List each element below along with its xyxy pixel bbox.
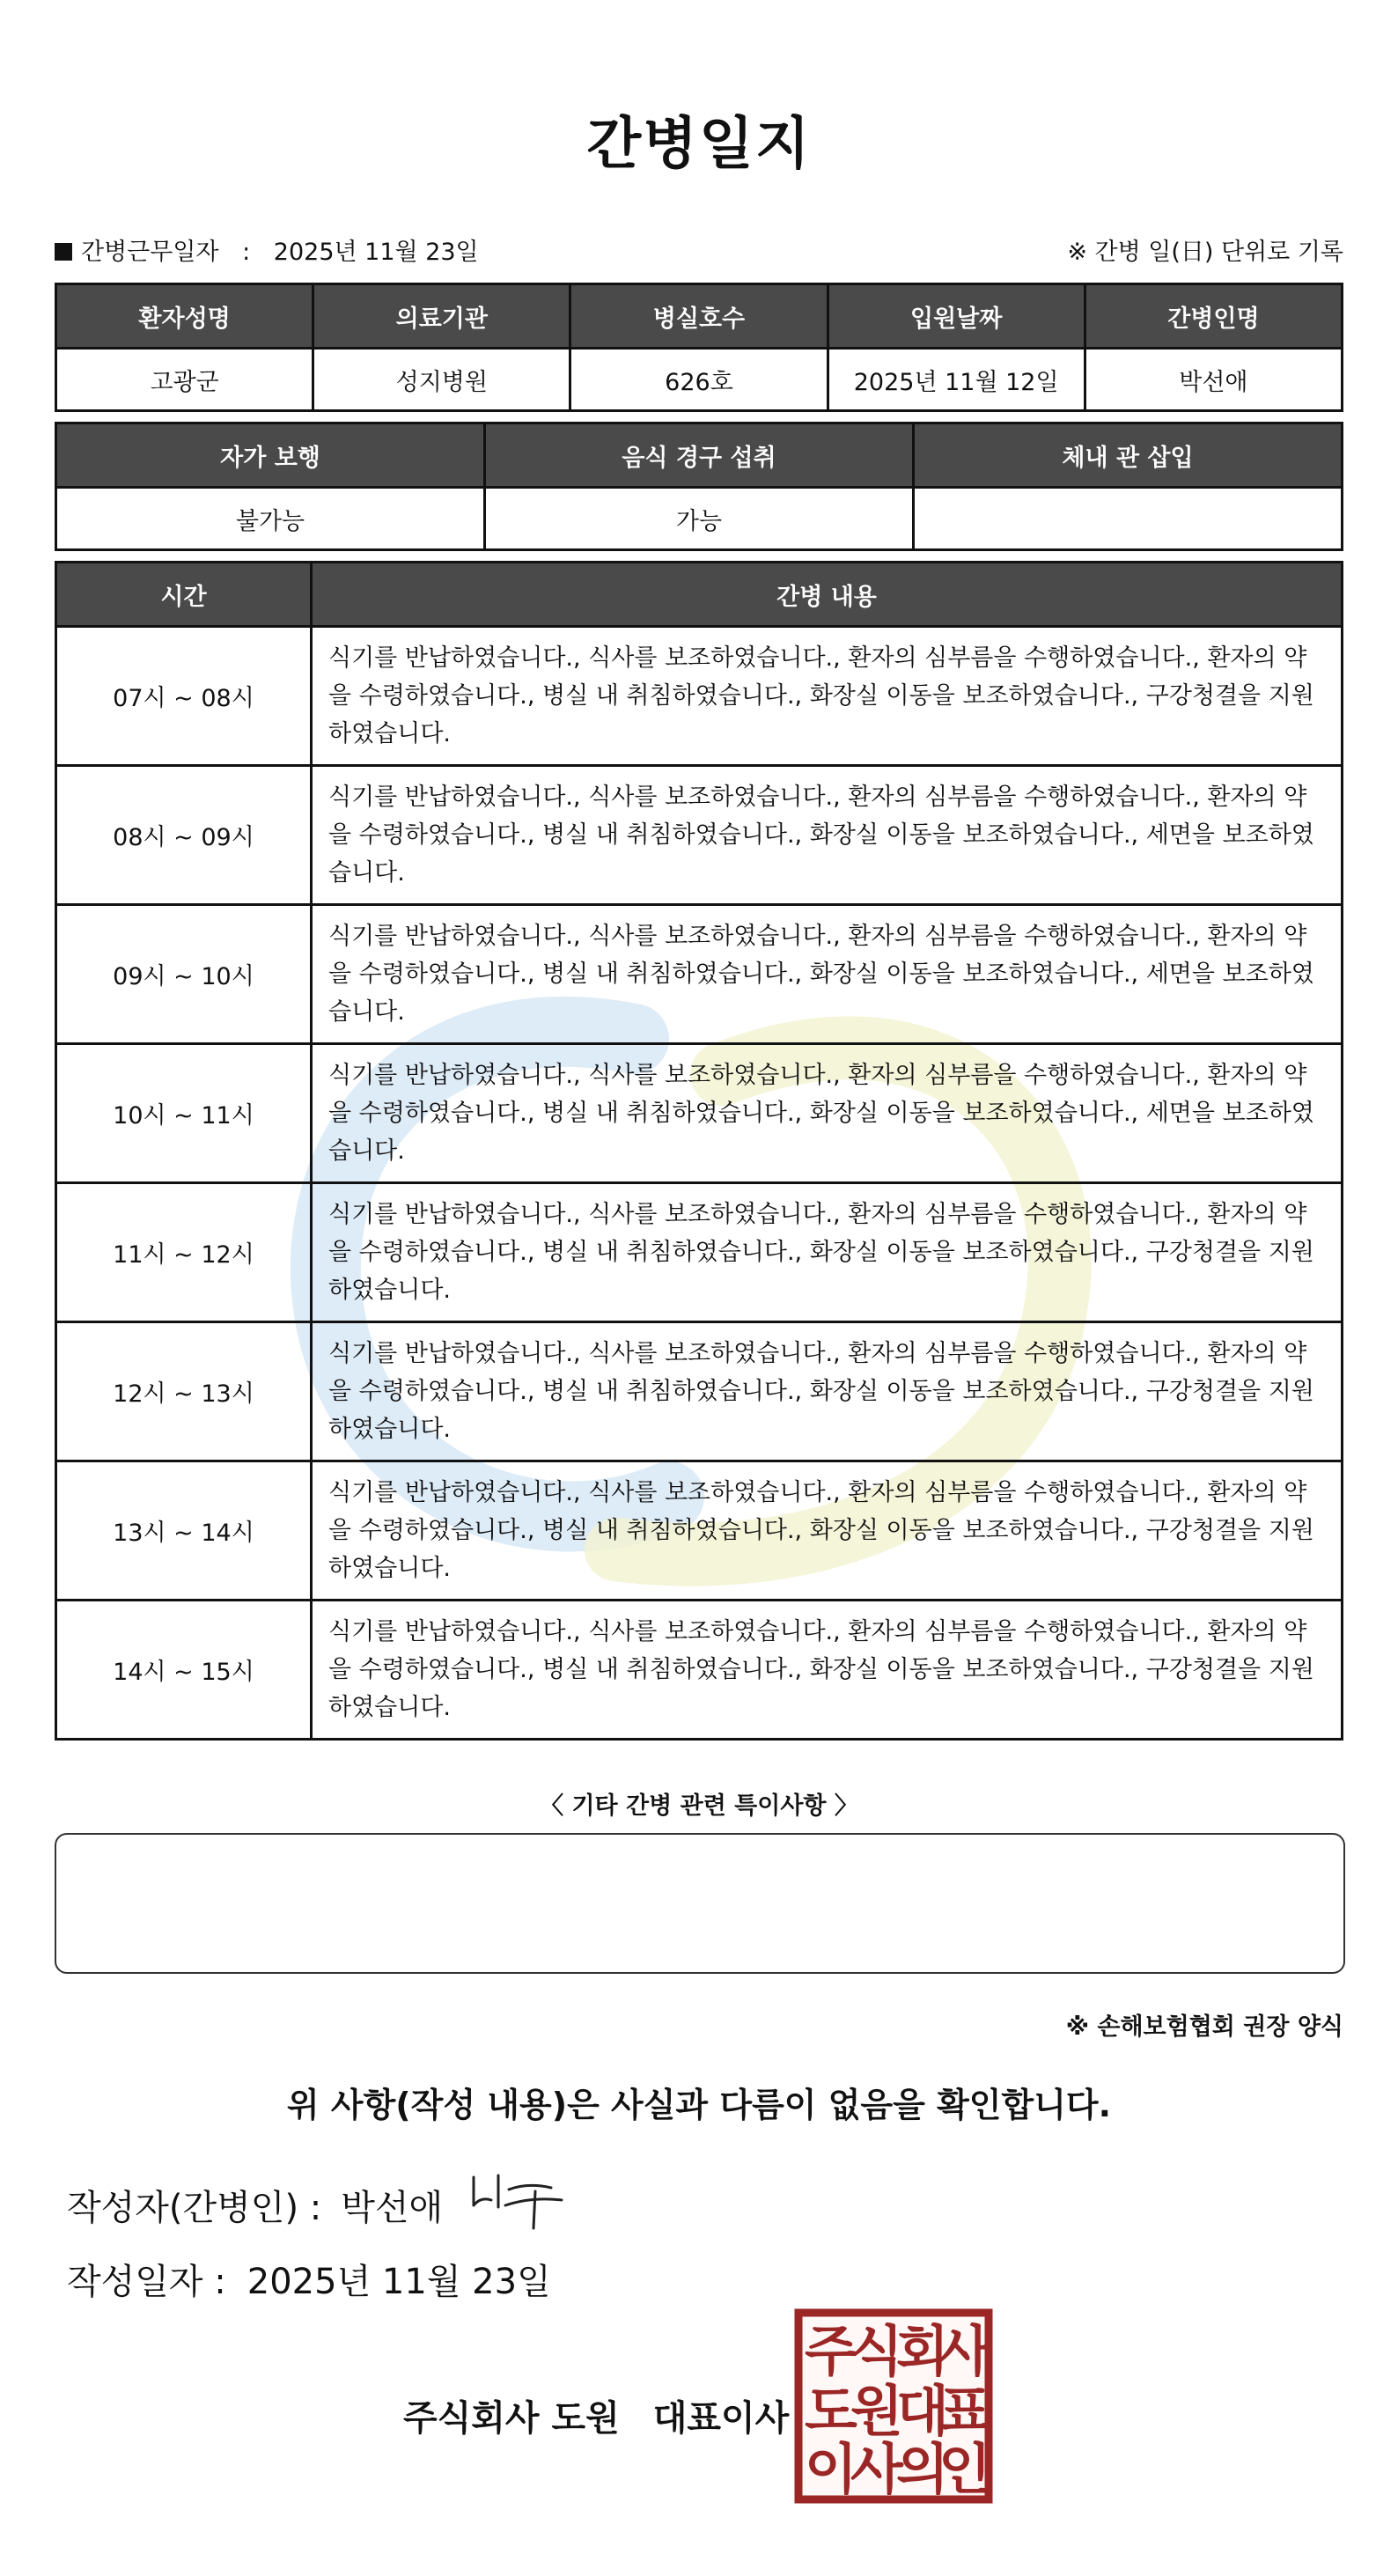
patient-status-header-row [56,423,1343,488]
confirmation-statement: 위 사항(작성 내용)은 사실과 다름이 없음을 확인합니다. [286,2086,1112,2124]
source-note: ※ 손해보험협회 권장 양식 [1065,2013,1343,2041]
self-walking-value: 불가능 [56,488,485,550]
time-slot: 14시 ~ 15시 [56,1601,312,1740]
special-notes-title: 〈 기타 간병 관련 특이사항 〉 [540,1792,858,1820]
page-title: 간병일지 [586,112,812,177]
schedule-row [56,766,1343,905]
handwritten-signature [467,2170,572,2232]
header-patient-name: 환자성명 [56,284,313,349]
header-caregiver-name: 간병인명 [1085,284,1342,349]
time-slot: 10시 ~ 11시 [56,1044,312,1183]
company-signature-line [403,2390,789,2440]
svg-text:주: 주 [805,2319,857,2383]
patient-info-value-row [56,349,1343,411]
time-slot: 11시 ~ 12시 [56,1183,312,1322]
care-content: 식기를 반납하였습니다., 식사를 보조하였습니다., 환자의 심부름을 수행하였습니다., 환자의 약을 수령하였습니다., 병실 내 취침하였습니다., 화장실 이동을 보조하였습니다., 구강청결을 지원하였습니다. [312,627,1343,766]
schedule-row [56,1461,1343,1601]
svg-text:사: 사 [850,2437,903,2501]
writer-name: 박선애 [341,2188,444,2228]
header-tube-insertion: 체내 관 삽입 [914,423,1343,488]
header-time: 시간 [56,563,312,627]
patient-info-table [55,283,1343,412]
square-bullet-icon [55,243,72,261]
care-content: 식기를 반납하였습니다., 식사를 보조하였습니다., 환자의 심부름을 수행하였습니다., 환자의 약을 수령하였습니다., 병실 내 취침하였습니다., 화장실 이동을 보조하였습니다., 구강청결을 지원하였습니다. [312,1461,1343,1601]
company-name: 주식회사 도원 [403,2398,620,2439]
schedule-row [56,1322,1343,1461]
hospital-value: 성지병원 [313,349,570,411]
schedule-row [56,1601,1343,1740]
svg-text:이: 이 [805,2437,857,2501]
svg-text:식: 식 [850,2319,903,2383]
company-seal-stamp [794,2308,993,2504]
svg-text:의: 의 [896,2437,949,2501]
header-self-walking: 자가 보행 [56,423,485,488]
schedule-row [56,905,1343,1044]
written-date-label: 작성일자 : [67,2262,226,2302]
time-slot: 12시 ~ 13시 [56,1322,312,1461]
written-date-line [67,2254,551,2304]
header-admission-date: 입원날짜 [828,284,1085,349]
patient-info-header-row [56,284,1343,349]
special-notes-box[interactable] [55,1833,1345,1974]
room-number-value: 626호 [570,349,828,411]
svg-text:표: 표 [938,2379,991,2443]
writer-line [67,2180,443,2230]
time-slot: 09시 ~ 10시 [56,905,312,1044]
svg-text:원: 원 [850,2379,903,2443]
representative-title: 대표이사 [652,2398,790,2439]
schedule-header-row [56,563,1343,627]
svg-text:대: 대 [896,2379,949,2443]
schedule-row [56,1044,1343,1183]
schedule-row [56,1183,1343,1322]
care-content: 식기를 반납하였습니다., 식사를 보조하였습니다., 환자의 심부름을 수행하였습니다., 환자의 약을 수령하였습니다., 병실 내 취침하였습니다., 화장실 이동을 보조하였습니다., 세면을 보조하였습니다. [312,1044,1343,1183]
work-date-label: 간병근무일자 [81,239,219,266]
care-content: 식기를 반납하였습니다., 식사를 보조하였습니다., 환자의 심부름을 수행하였습니다., 환자의 약을 수령하였습니다., 병실 내 취침하였습니다., 화장실 이동을 보조하였습니다., 구강청결을 지원하였습니다. [312,1322,1343,1461]
header-hospital: 의료기관 [313,284,570,349]
work-date-value: 2025년 11월 23일 [273,239,479,266]
svg-text:인: 인 [938,2437,991,2501]
tube-insertion-value [914,488,1343,550]
patient-status-value-row [56,488,1343,550]
work-date-separator: : [242,239,251,266]
header-room-number: 병실호수 [570,284,828,349]
care-content: 식기를 반납하였습니다., 식사를 보조하였습니다., 환자의 심부름을 수행하였습니다., 환자의 약을 수령하였습니다., 병실 내 취침하였습니다., 화장실 이동을 보조하였습니다., 세면을 보조하였습니다. [312,905,1343,1044]
header-care-content: 간병 내용 [312,563,1343,627]
svg-text:회: 회 [896,2319,949,2383]
care-content: 식기를 반납하였습니다., 식사를 보조하였습니다., 환자의 심부름을 수행하였습니다., 환자의 약을 수령하였습니다., 병실 내 취침하였습니다., 화장실 이동을 보조하였습니다., 세면을 보조하였습니다. [312,766,1343,905]
care-content: 식기를 반납하였습니다., 식사를 보조하였습니다., 환자의 심부름을 수행하였습니다., 환자의 약을 수령하였습니다., 병실 내 취침하였습니다., 화장실 이동을 보조하였습니다., 구강청결을 지원하였습니다. [312,1601,1343,1740]
svg-text:도: 도 [805,2379,857,2443]
caregiver-name-value: 박선애 [1085,349,1342,411]
patient-name-value: 고광군 [56,349,313,411]
svg-text:사: 사 [938,2319,991,2383]
time-slot: 07시 ~ 08시 [56,627,312,766]
care-content: 식기를 반납하였습니다., 식사를 보조하였습니다., 환자의 심부름을 수행하였습니다., 환자의 약을 수령하였습니다., 병실 내 취침하였습니다., 화장실 이동을 보조하였습니다., 구강청결을 지원하였습니다. [312,1183,1343,1322]
header-oral-intake: 음식 경구 섭취 [485,423,914,488]
writer-label: 작성자(간병인) : [67,2188,322,2228]
care-schedule-table [55,561,1343,1741]
time-slot: 08시 ~ 09시 [56,766,312,905]
written-date-value: 2025년 11월 23일 [246,2262,551,2302]
time-slot: 13시 ~ 14시 [56,1461,312,1601]
schedule-row [56,627,1343,766]
oral-intake-value: 가능 [485,488,914,550]
admission-date-value: 2025년 11월 12일 [828,349,1085,411]
work-date-line [55,232,479,267]
patient-status-table [55,422,1343,551]
record-unit-note: ※ 간병 일(日) 단위로 기록 [1067,239,1343,266]
